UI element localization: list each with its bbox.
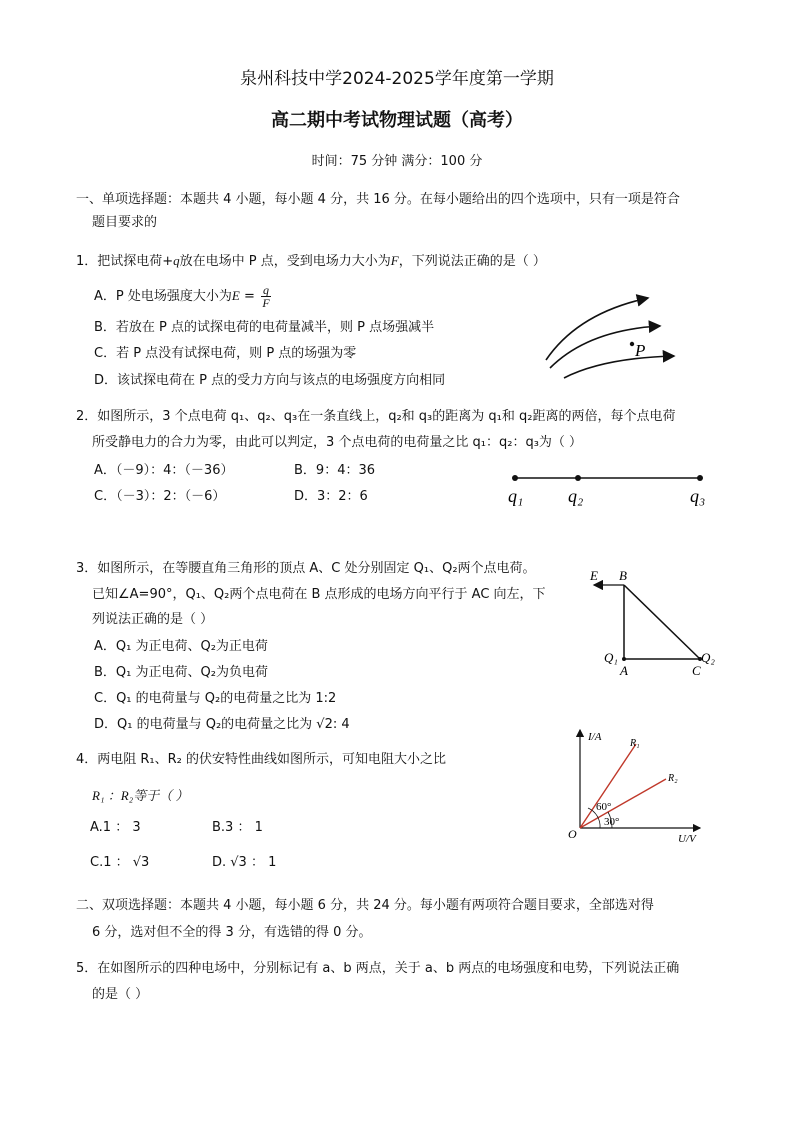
q2-option-a: A．（－9）：4：（－36） [94,463,234,478]
q3-option-c: C．Q₁ 的电荷量与 Q₂的电荷量之比为 1:2 [94,691,337,706]
q2-option-c: C．（－3）：2：（－6） [94,489,226,504]
q1-option-d: D．该试探电荷在 P 点的受力方向与该点的电场强度方向相同 [94,373,446,388]
label-p: P [635,341,646,360]
q3-option-d: D．Q₁ 的电荷量与 Q₂的电荷量之比为 √2: 4 [94,717,350,732]
q4-stem-line2: R₁ ：R₂等于（ ） [92,788,189,803]
svg-text:A: A [620,663,628,678]
q3-stem-line1: 3．如图所示，在等腰直角三角形的顶点 A、C 处分别固定 Q₁、Q₂两个点电荷。 [76,561,536,576]
q3-stem-line3: 列说法正确的是（ ） [92,612,214,627]
point-p [630,342,634,346]
q3-option-a: A．Q₁ 为正电荷、Q₂为正电荷 [94,639,268,654]
label-q2: q₂ [568,486,584,506]
q2-stem-line1: 2．如图所示，3 个点电荷 q₁、q₂、q₃在一条直线上，q₂和 q₃的距离为 q₁和 q₂距离的两倍，每个点电荷 [76,409,676,424]
q2-option-d: D．3：2：6 [294,489,368,504]
label-q1: q₁ [508,486,524,506]
q3-stem-line2: 已知∠A=90°，Q₁、Q₂两个点电荷在 B 点形成的电场方向平行于 AC 向左，下 [92,587,546,602]
svg-text:O: O [568,827,577,841]
q2-charges-line-figure [500,466,720,510]
svg-text:E: E [590,568,598,583]
svg-text:C: C [692,663,701,678]
svg-text:U/V: U/V [678,833,696,845]
svg-text:R₂: R₂ [668,773,678,784]
svg-text:Q₁: Q₁ [604,650,618,665]
charge-q1 [512,475,518,481]
q4-option-b: B.3 ： 1 [212,820,263,835]
section2-heading: 二、双项选择题：本题共 4 小题，每小题 6 分，共 24 分。每小题有两项符合题目要求，全部选对得 [76,898,654,913]
line-r2 [580,779,666,828]
q2-stem-line2: 所受静电力的合力为零，由此可以判定，3 个点电荷的电荷量之比 q₁：q₂：q₃为（ ） [92,435,583,450]
school-title: 泉州科技中学2024-2025学年度第一学期 [240,69,554,89]
section2-heading-cont: 6 分，选对但不全的得 3 分，有选错的得 0 分。 [92,925,372,940]
svg-text:I/A: I/A [588,731,602,743]
charge-q2 [575,475,581,481]
q2-option-b: B．9：4：36 [294,463,376,478]
section1-heading: 一、单项选择题：本题共 4 小题，每小题 4 分，共 16 分。在每小题给出的四个选项中，只有一项是符合 [76,192,680,207]
q1-option-a: A．P 处电场强度大小为E = $\frac{q}{F}$ [94,283,270,310]
q1-option-b: B．若放在 P 点的试探电荷的电荷量减半，则 P 点场强减半 [94,320,435,335]
q4-option-c: C.1 ： √3 [90,855,150,870]
charge-q3 [697,475,703,481]
q1-stem: 1．把试探电荷+q放在电场中 P 点，受到电场力大小为F，下列说法正确的是（ ） [76,253,546,269]
exam-title: 高二期中考试物理试题（高考） [271,110,523,131]
q4-iu-graph-figure [560,724,710,848]
charge-Q1 [622,657,626,661]
q5-stem-line1: 5．在如图所示的四种电场中，分别标记有 a、b 两点，关于 a、b 两点的电场强度和电势，下列说法正确 [76,961,680,976]
svg-text:R₁: R₁ [630,738,640,749]
q1-option-c: C．若 P 点没有试探电荷，则 P 点的场强为零 [94,346,357,361]
q4-option-a: A.1 ： 3 [90,820,141,835]
svg-text:60°: 60° [596,801,612,813]
q5-stem-line2: 的是（ ） [92,987,149,1002]
fraction-q-over-F: $\frac{q}{F}$ [262,283,270,310]
q1-field-lines-figure [538,288,678,388]
q3-triangle-figure [584,566,724,682]
exam-info: 时间：75 分钟 满分：100 分 [311,154,483,169]
q4-stem-line1: 4．两电阻 R₁、R₂ 的伏安特性曲线如图所示，可知电阻大小之比 [76,752,447,767]
svg-text:30°: 30° [604,816,620,828]
section1-heading-cont: 题目要求的 [92,215,158,230]
q4-option-d: D. √3 ： 1 [212,855,277,870]
q3-option-b: B．Q₁ 为正电荷、Q₂为负电荷 [94,665,268,680]
field-line-3 [564,356,674,378]
label-q3: q₃ [690,486,706,506]
svg-text:B: B [619,568,627,583]
svg-text:Q₂: Q₂ [701,650,715,665]
